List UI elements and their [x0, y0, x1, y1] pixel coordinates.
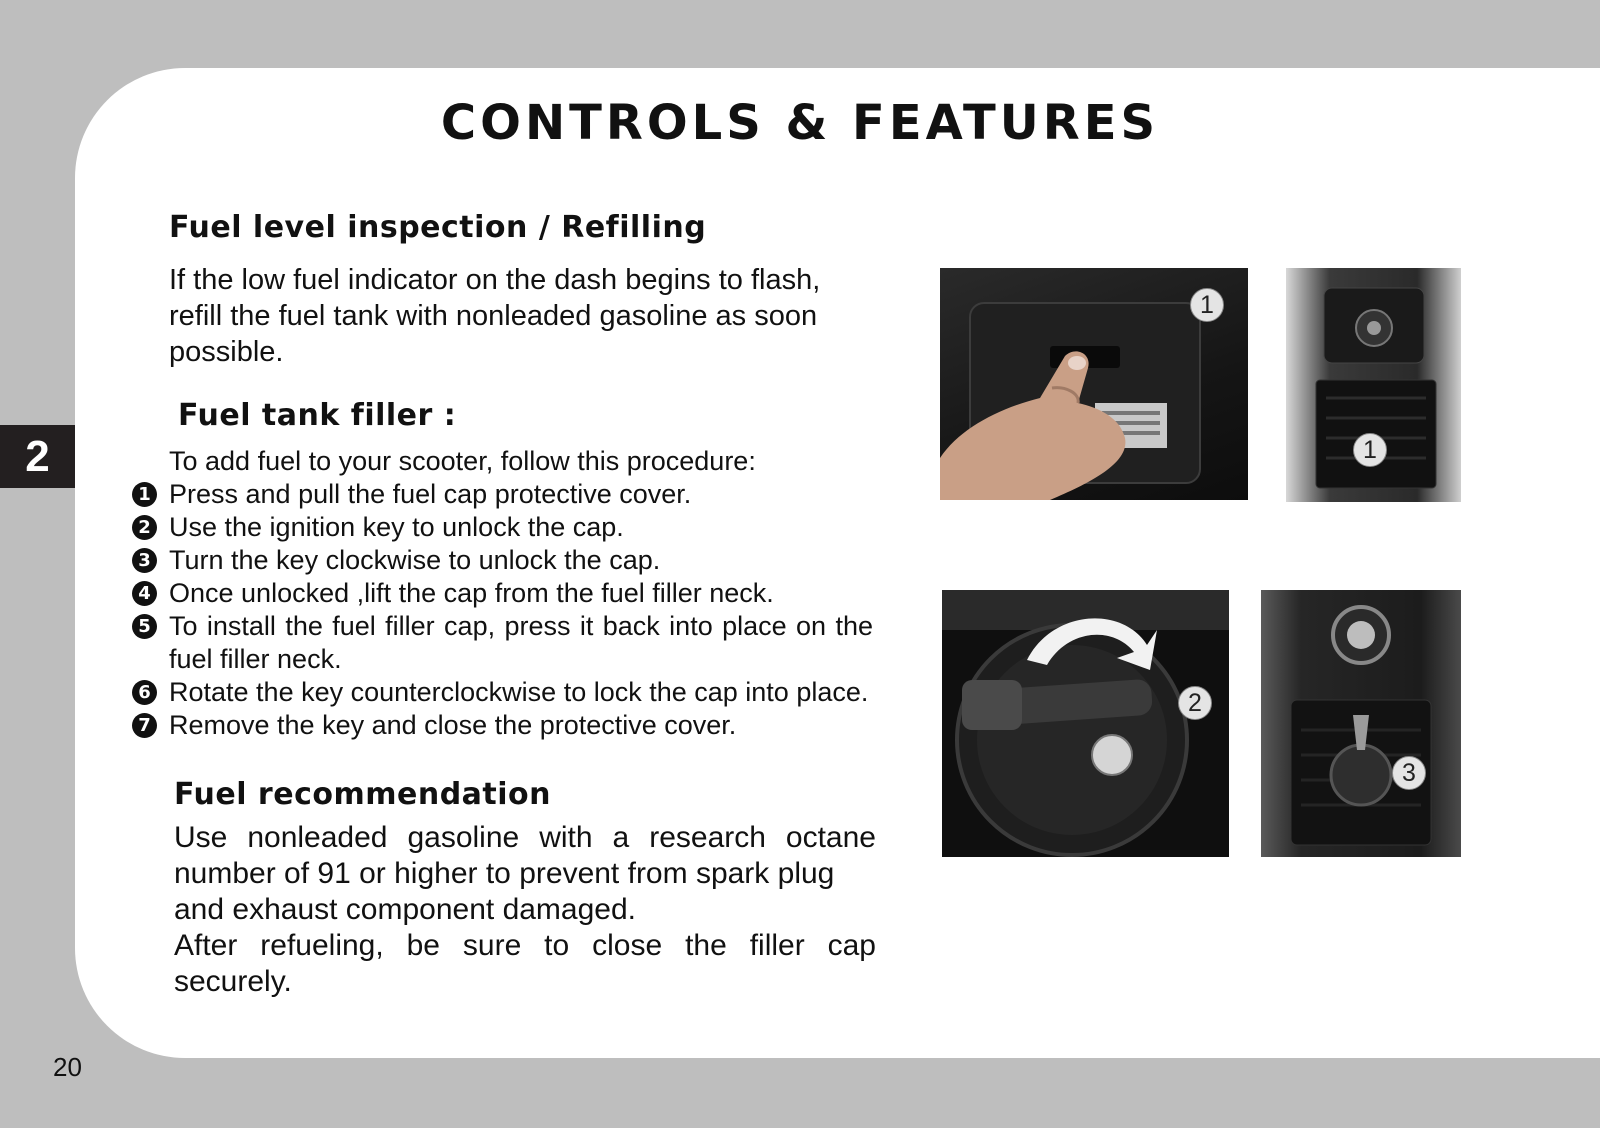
- key-turn-photo: [942, 590, 1229, 857]
- step-number-icon: 6: [132, 680, 157, 705]
- step-text: Remove the key and close the protective cover.: [169, 710, 737, 740]
- heading-refilling: Fuel level inspection / Refilling: [169, 210, 707, 245]
- step-number-icon: 5: [132, 614, 157, 639]
- filler-steps: [130, 478, 873, 742]
- callout-badge: 1: [1353, 433, 1387, 467]
- chapter-tab: 2: [0, 425, 75, 488]
- list-item: [130, 577, 873, 610]
- fuel-cover-press-photo: [940, 268, 1248, 500]
- step-number-icon: 4: [132, 581, 157, 606]
- heading-recommendation: Fuel recommendation: [174, 777, 551, 812]
- list-item: [130, 610, 873, 676]
- list-item: [130, 478, 873, 511]
- step-number-icon: 2: [132, 515, 157, 540]
- list-item: [130, 544, 873, 577]
- recommendation-paragraph: [174, 820, 876, 1000]
- callout-badge: 3: [1392, 756, 1426, 790]
- recommendation-line: Use nonleaded gasoline with a research octane: [174, 821, 876, 854]
- step-number-icon: 7: [132, 713, 157, 738]
- list-item: [130, 511, 873, 544]
- filler-intro: To add fuel to your scooter, follow this procedure:: [169, 446, 756, 476]
- step-text: Rotate the key counterclockwise to lock the cap into place.: [169, 677, 869, 707]
- recommendation-line: After refueling, be sure to close the filler cap: [174, 929, 876, 962]
- fuel-cap-lifted-icon: [1261, 590, 1461, 857]
- step-number-icon: 3: [132, 548, 157, 573]
- refilling-line: possible.: [169, 336, 284, 368]
- refilling-line: refill the fuel tank with nonleaded gasoline as soon: [169, 300, 818, 332]
- recommendation-line: number of 91 or higher to prevent from spark plug: [174, 857, 835, 890]
- recommendation-line: and exhaust component damaged.: [174, 893, 636, 926]
- refilling-line: If the low fuel indicator on the dash begins to flash,: [169, 264, 821, 296]
- callout-badge: 1: [1190, 288, 1224, 322]
- refilling-paragraph: [169, 262, 873, 370]
- step-text: Turn the key clockwise to unlock the cap.: [169, 545, 661, 575]
- recommendation-line: securely.: [174, 965, 292, 998]
- open-cover-photo: [1286, 268, 1461, 502]
- list-item: [130, 676, 873, 709]
- step-text: To install the fuel filler cap, press it back into place on the fuel filler neck.: [169, 611, 873, 674]
- key-in-cap-icon: [942, 590, 1229, 857]
- page-title: CONTROLS & FEATURES: [440, 95, 1160, 151]
- step-text: Press and pull the fuel cap protective cover.: [169, 479, 692, 509]
- list-item: [130, 709, 873, 742]
- heading-filler: Fuel tank filler :: [178, 398, 457, 433]
- page-number: 20: [53, 1052, 82, 1082]
- step-text: Use the ignition key to unlock the cap.: [169, 512, 624, 542]
- cap-lifted-photo: [1261, 590, 1461, 857]
- open-fuel-cover-icon: [1286, 268, 1461, 502]
- callout-badge: 2: [1178, 686, 1212, 720]
- step-number-icon: 1: [132, 482, 157, 507]
- step-text: Once unlocked ,lift the cap from the fuel filler neck.: [169, 578, 774, 608]
